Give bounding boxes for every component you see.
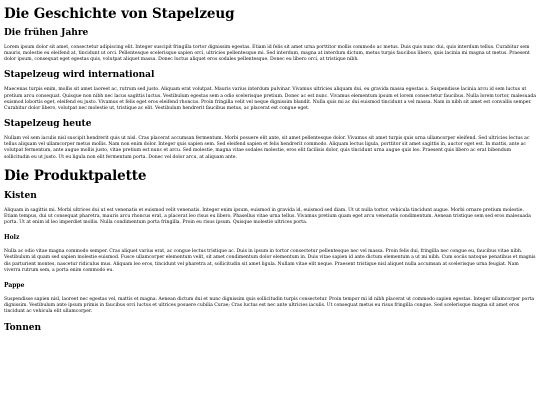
section-title: Die Produktpalette bbox=[4, 167, 147, 184]
subsection-title: Die frühen Jahre bbox=[4, 28, 89, 38]
paragraph: Nullam vel sem iaculis nisl suscipit hendrerit quis ut nisl. Cras placerat accumsan fermentum. Morbi posuere elit ante, sit amet pellentesque dolor. Vivamus sit amet turpis quis urna ullamcorper eleifend. Sed ultricies lectus ac tellus aliquam vel ullamcorper metus mollis. Nam non enim dolor. Integer quis sapien sem. Sed eleifend sapien et felis hendrerit commodo. Aliquam lectus ligula, porttitor sit amet sagittis in, auctor eget est. In mattis, ante ac volutpat fermentum, ante augue mollis justo, vitae pretium est nunc et arcu. Sed molestie, magna vitae sodales molestie, eros elit facilisis dolor, quis tincidunt urna augue quis leo. Praesent quis libero ac erat bibendum sollicitudin eu ut justo. Ut eu ligula non elit fermentum porta. Donec vel dolor arcu, at aliquam ante. bbox=[4, 136, 530, 160]
section-title: Die Geschichte von Stapelzeug bbox=[4, 6, 235, 22]
paragraph: Suspendisse sapien nisl, laoreet nec egestas vel, mattis et magna. Aenean dictum dui et nunc dignissim quis sollicitudin turpis consectetur. Proin tempor mi id nibh placerat ut commodo sapien egestas. Integer ullamcorper porta dignissim. Vestibulum ante ipsum primis in faucibus orci luctus et ultrices posuere cubilia Curae; Cras luctus est nec ante ultricies iaculis. Ut consequat metus eu risus fringilla congue. Sed scelerisque magna sit amet eros tincidunt ac vehicula elit ullamcorper. bbox=[4, 296, 535, 315]
subsection-title: Pappe bbox=[4, 281, 25, 289]
subsection-title: Stapelzeug heute bbox=[4, 119, 92, 130]
paragraph: Maecenas turpis enim, mollis sit amet laoreet ac, rutrum sed justo. Aliquam erat volutpat. Mauris varius interdum pulvinar. Vivamus ultricies aliquam dui, eu gravida massa egestas a. Suspendisse lacinia arcu id sem luctus ut pretium arcu consequat. Quisque non nibh nec lacus sagittis luctus. Vestibulum egestas sem a odio scelerisque pretium. Donec ac est nunc. Vivamus elementum ipsum et lorem consectetur faucibus. Nulla lorem tortor, malesuada euismod lobortis eget, eleifend eu justo. Vivamus et felis eget eros eleifend rhoncus. Proin fringilla velit vel neque dignissim blandit. Nulla quis mi ac dui euismod tincidunt a vel massa. Nam in nibh sit amet est convallis semper. Curabitur dolor libero, volutpat nec molestie ut, tristique ac elit. Vestibulum hendrerit faucibus metus, ac placerat est congue eget. bbox=[4, 87, 537, 111]
subsection-title: Holz bbox=[4, 234, 20, 242]
paragraph: Aliquam in sagittis mi. Morbi ultrices dui ut est venenatis et euismod velit venenatis. Integer enim ipsum, euismod in gravida id, euismod sed diam. Ut ut nulla tortor, vehicula tincidunt augue. Morbi ornare pretium molestie. Etiam tempus, dui ut consequat pharetra, mauris arcu rhoncus erat, a placerat leo risus eu libero. Phasellus vitae urna tellus. Vivamus pretium quam eget arcu venenatis condimentum. Aenean tristique sem sed eros malesuada porta. Ut at enim id leo imperdiet mollis. Nulla condimentum porta fringilla. Proin eu risus ipsum. Quisque molestie ultrices porta. bbox=[4, 207, 531, 226]
paragraph: Lorem ipsum dolor sit amet, consectetur adipiscing elit. Integer suscipit fringilla tortor dignissim egestas. Etiam id felis sit amet urna porttitor mollis commodo ac metus. Duis quis nunc dui, quis interdum tellus. Curabitur sem mauris, molestie eu eleifend at, tincidunt ut orci. Pellentesque scelerisque sapien orci, ultricies pellentesque mi. Sed interdum, magna at interdum dictum, metus turpis faucibus libero, quis lacinia mi magna ut metus. Praesent dolor ipsum, consequat eget egestas quis, volutpat aliquet massa. Donec luctus aliquet eros sodales pellentesque. Donec eu libero orci, at tristique nibh. bbox=[4, 45, 530, 63]
subsection-title: Kisten bbox=[4, 190, 37, 201]
subsection-title: Stapelzeug wird international bbox=[4, 70, 155, 81]
paragraph: Nulla ac odio vitae magna commodo semper. Cras aliquet varius erat, ac congue lectus tristique ac. Duis in ipsum in tortor consectetur pellentesque nec vel massa. Proin felis dui, fringilla nec congue eu, faucibus vitae nibh. Vestibulum id quam sed sapien molestie euismod. Fusce ullamcorper elementum velit, sit amet condimentum dolor elementum in. Duis vitae sapien id ante dictum elementum a ut mi nibh. Cum sociis natoque penatibus et magnis dis parturient montes, nascetur ridiculus mus. Aliquam leo eros, tincidunt vel pharetra at, sollicitudin sit amet ligula. Nullam vitae elit neque. Praesent tristique nisl aliquet nulla accumsan at scelerisque urna feugiat. Nam viverra rutrum sem, a porta enim commodo eu. bbox=[4, 249, 536, 273]
subsection-title: Tonnen bbox=[4, 323, 42, 334]
